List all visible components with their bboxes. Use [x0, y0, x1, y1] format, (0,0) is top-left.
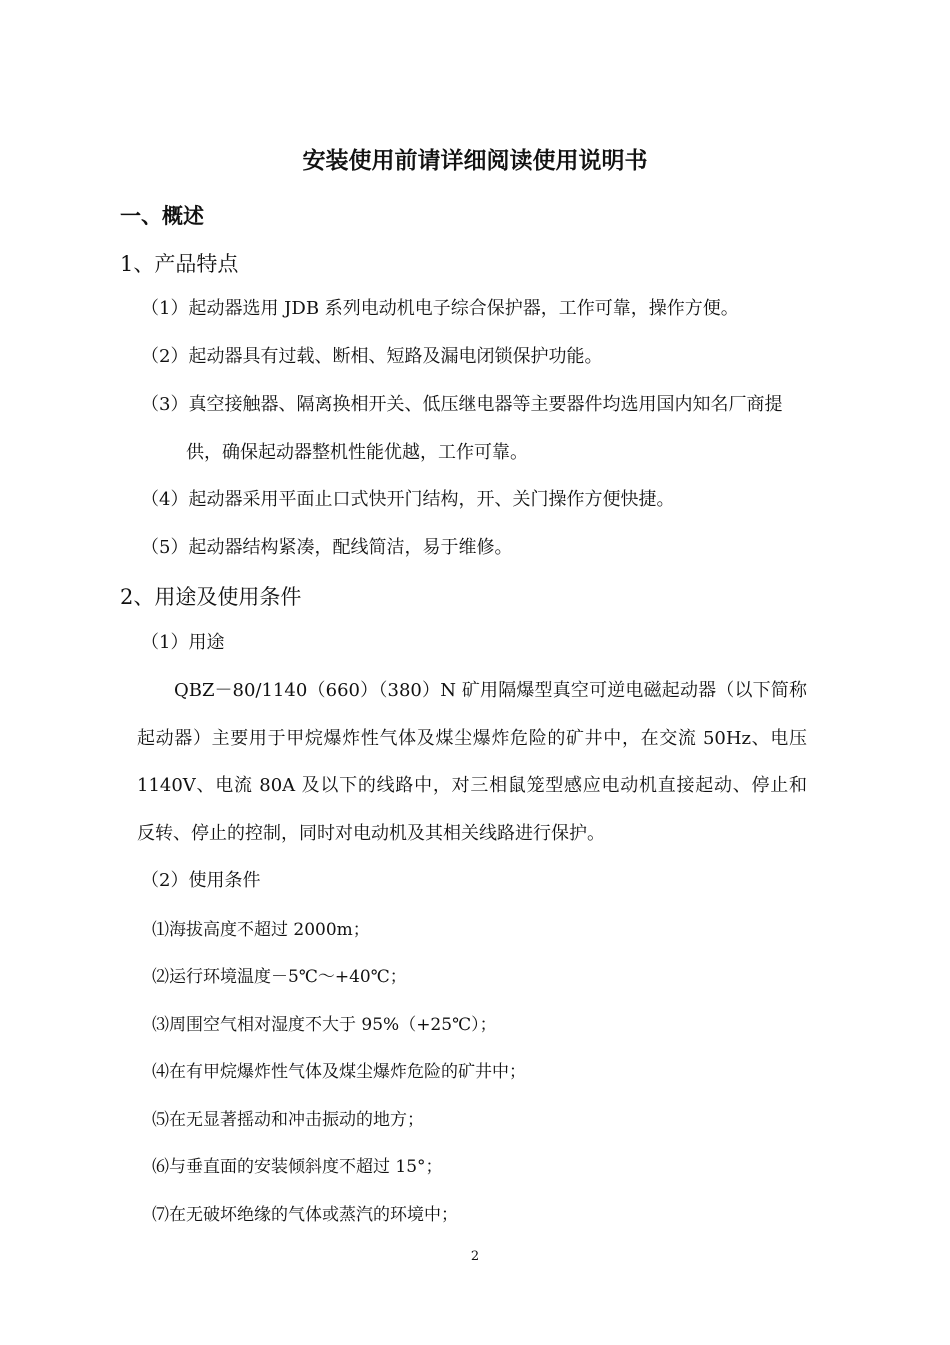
usage-paragraph-line-4: 反转、停止的控制，同时对电动机及其相关线路进行保护。 [137, 823, 605, 844]
usage-paragraph-line-3: 1140V、电流 80A 及以下的线路中，对三相鼠笼型感应电动机直接起动、停止和 [137, 775, 807, 796]
feature-item-2: （2）起动器具有过载、断相、短路及漏电闭锁保护功能。 [141, 346, 603, 367]
condition-item-1: ⑴海拔高度不超过 2000m； [152, 920, 370, 940]
usage-paragraph-line-2: 起动器）主要用于甲烷爆炸性气体及煤尘爆炸危险的矿井中，在交流 50Hz、电压 [137, 728, 807, 749]
feature-item-1: （1）起动器选用 JDB 系列电动机电子综合保护器，工作可靠，操作方便。 [141, 298, 739, 319]
subsection-heading-features: 1、产品特点 [120, 252, 239, 276]
section-heading-overview: 一、概述 [120, 203, 204, 228]
conditions-heading: （2）使用条件 [141, 870, 261, 891]
feature-item-5: （5）起动器结构紧凑，配线简洁，易于维修。 [141, 537, 513, 558]
feature-item-4: （4）起动器采用平面止口式快开门结构，开、关门操作方便快捷。 [141, 489, 675, 510]
usage-heading: （1）用途 [141, 632, 225, 653]
page-number: 2 [470, 1249, 480, 1264]
condition-item-5: ⑸在无显著摇动和冲击振动的地方； [152, 1110, 424, 1130]
condition-item-3: ⑶周围空气相对湿度不大于 95%（+25℃）； [152, 1015, 497, 1035]
condition-item-2: ⑵运行环境温度－5℃～+40℃； [152, 967, 407, 987]
page-title: 安装使用前请详细阅读使用说明书 [302, 147, 648, 174]
condition-item-7: ⑺在无破坏绝缘的气体或蒸汽的环境中； [152, 1205, 458, 1225]
subsection-heading-usage: 2、用途及使用条件 [120, 585, 302, 609]
condition-item-6: ⑹与垂直面的安装倾斜度不超过 15°； [152, 1157, 443, 1177]
feature-item-3-continued: 供，确保起动器整机性能优越，工作可靠。 [186, 442, 528, 463]
usage-paragraph-line-1: QBZ－80/1140（660）（380）N 矿用隔爆型真空可逆电磁起动器（以下简称 [174, 680, 807, 701]
condition-item-4: ⑷在有甲烷爆炸性气体及煤尘爆炸危险的矿井中； [152, 1062, 526, 1082]
feature-item-3: （3）真空接触器、隔离换相开关、低压继电器等主要器件均选用国内知名厂商提 [141, 394, 783, 415]
